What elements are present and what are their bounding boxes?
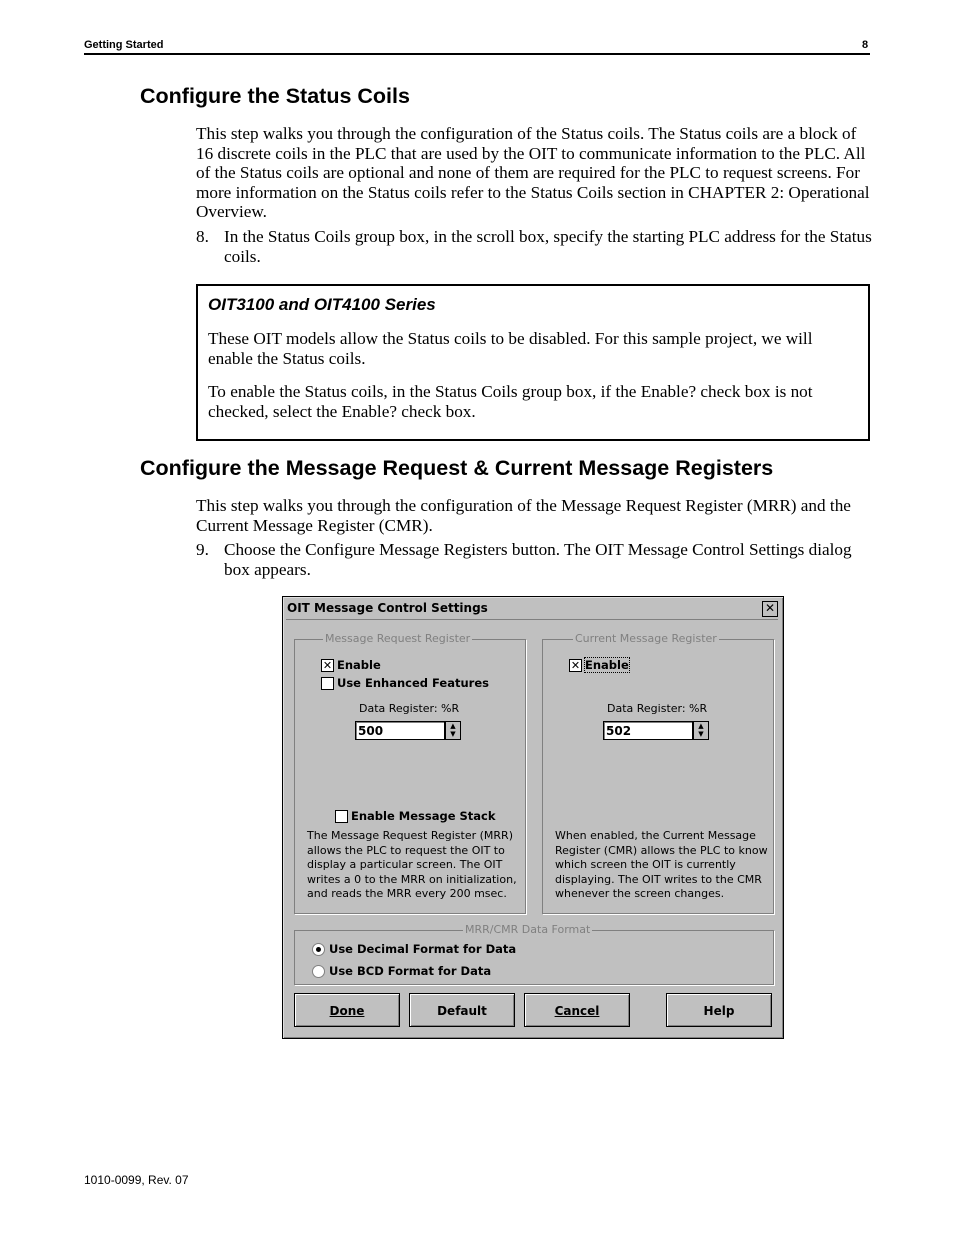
- done-button-label: Done: [329, 1004, 365, 1018]
- dialog-title: OIT Message Control Settings: [287, 601, 488, 615]
- bcd-format-label[interactable]: Use BCD Format for Data: [329, 964, 492, 978]
- check-mark-icon: ✕: [570, 659, 581, 672]
- mrr-data-register-input[interactable]: 500: [355, 721, 445, 740]
- mrr-enable-label[interactable]: Enable: [337, 658, 381, 672]
- bcd-format-radio[interactable]: [312, 965, 325, 978]
- message-stack-label[interactable]: Enable Message Stack: [351, 809, 496, 823]
- cmr-enable-label[interactable]: Enable: [585, 658, 629, 672]
- note-title: OIT3100 and OIT4100 Series: [208, 295, 436, 314]
- default-button[interactable]: [409, 993, 515, 1027]
- step-number: 9.: [196, 540, 209, 560]
- done-button[interactable]: [294, 993, 400, 1027]
- section2-intro: This step walks you through the configuration of the Message Request Register (MRR) and the Current Message Register (CMR).: [196, 496, 851, 535]
- help-button-label: Help: [703, 1004, 735, 1018]
- mrr-data-register-label: Data Register: %R: [359, 702, 460, 715]
- message-stack-checkbox[interactable]: [335, 810, 348, 823]
- section1-body: [196, 124, 876, 266]
- default-button-label: Default: [437, 1004, 487, 1018]
- note-box: [196, 284, 870, 441]
- mrr-spinner-arrows-icon[interactable]: ▲ ▼: [445, 721, 461, 740]
- cmr-data-register-label: Data Register: %R: [607, 702, 708, 715]
- cmr-data-register-input[interactable]: 502: [603, 721, 693, 740]
- page-number: 8: [862, 39, 869, 51]
- step-9: [196, 540, 876, 579]
- section-heading-message-registers: Configure the Message Request & Current Message Registers: [140, 456, 774, 480]
- running-header-section: Getting Started: [84, 39, 164, 51]
- section2-body: [196, 496, 876, 579]
- message-control-settings-dialog: [282, 596, 784, 1039]
- step-text: Choose the Configure Message Registers button. The OIT Message Control Settings dialog box appears.: [224, 540, 852, 579]
- data-format-group-label: MRR/CMR Data Format: [465, 923, 591, 936]
- step-text: In the Status Coils group box, in the scroll box, specify the starting PLC address for the Status coils.: [224, 226, 872, 266]
- cmr-spinner-arrows-icon[interactable]: ▲ ▼: [693, 721, 709, 740]
- section-heading-status-coils: Configure the Status Coils: [140, 84, 410, 108]
- step-8: [196, 227, 876, 266]
- help-button[interactable]: [666, 993, 772, 1027]
- header-rule: [84, 53, 870, 55]
- section1-intro: This step walks you through the configuration of the Status coils. The Status coils are a block of 16 discrete coils in the PLC that are used by the OIT to communicate information to the PLC. All of the Status coils are optional and none of them are required for the PLC to request screens. For more information on the Status coils refer to the Status Coils section in CHAPTER 2: Operational Overview.: [196, 124, 870, 222]
- mrr-description: The Message Request Register (MRR) allows the PLC to request the OIT to display a particular screen. The OIT writes a 0 to the MRR on initialization, and reads the MRR every 200 msec.: [307, 829, 517, 900]
- cmr-group-label: Current Message Register: [575, 632, 717, 645]
- decimal-format-radio[interactable]: [312, 943, 325, 956]
- mrr-group-label: Message Request Register: [325, 632, 471, 645]
- cmr-enable-checkbox[interactable]: [569, 659, 582, 672]
- close-icon[interactable]: ✕: [762, 601, 778, 617]
- mrr-enable-checkbox[interactable]: [321, 659, 334, 672]
- cancel-button-label: Cancel: [554, 1004, 600, 1018]
- title-separator: [286, 619, 778, 620]
- document-number: 1010-0099, Rev. 07: [84, 1173, 189, 1187]
- note-para-2: To enable the Status coils, in the Status Coils group box, if the Enable? check box is not checked, select the Enable? check box.: [208, 382, 813, 421]
- radio-selected-icon: [316, 947, 321, 952]
- decimal-format-label[interactable]: Use Decimal Format for Data: [329, 942, 517, 956]
- enhanced-features-label[interactable]: Use Enhanced Features: [337, 676, 489, 690]
- cmr-description: When enabled, the Current Message Register (CMR) allows the PLC to know which screen the OIT is currently displaying. The OIT writes to the CMR whenever the screen changes.: [555, 829, 768, 900]
- enhanced-features-checkbox[interactable]: [321, 677, 334, 690]
- step-number: 8.: [196, 226, 209, 246]
- cancel-button[interactable]: [524, 993, 630, 1027]
- check-mark-icon: ✕: [322, 659, 333, 672]
- note-para-1: These OIT models allow the Status coils to be disabled. For this sample project, we will enable the Status coils.: [208, 329, 813, 368]
